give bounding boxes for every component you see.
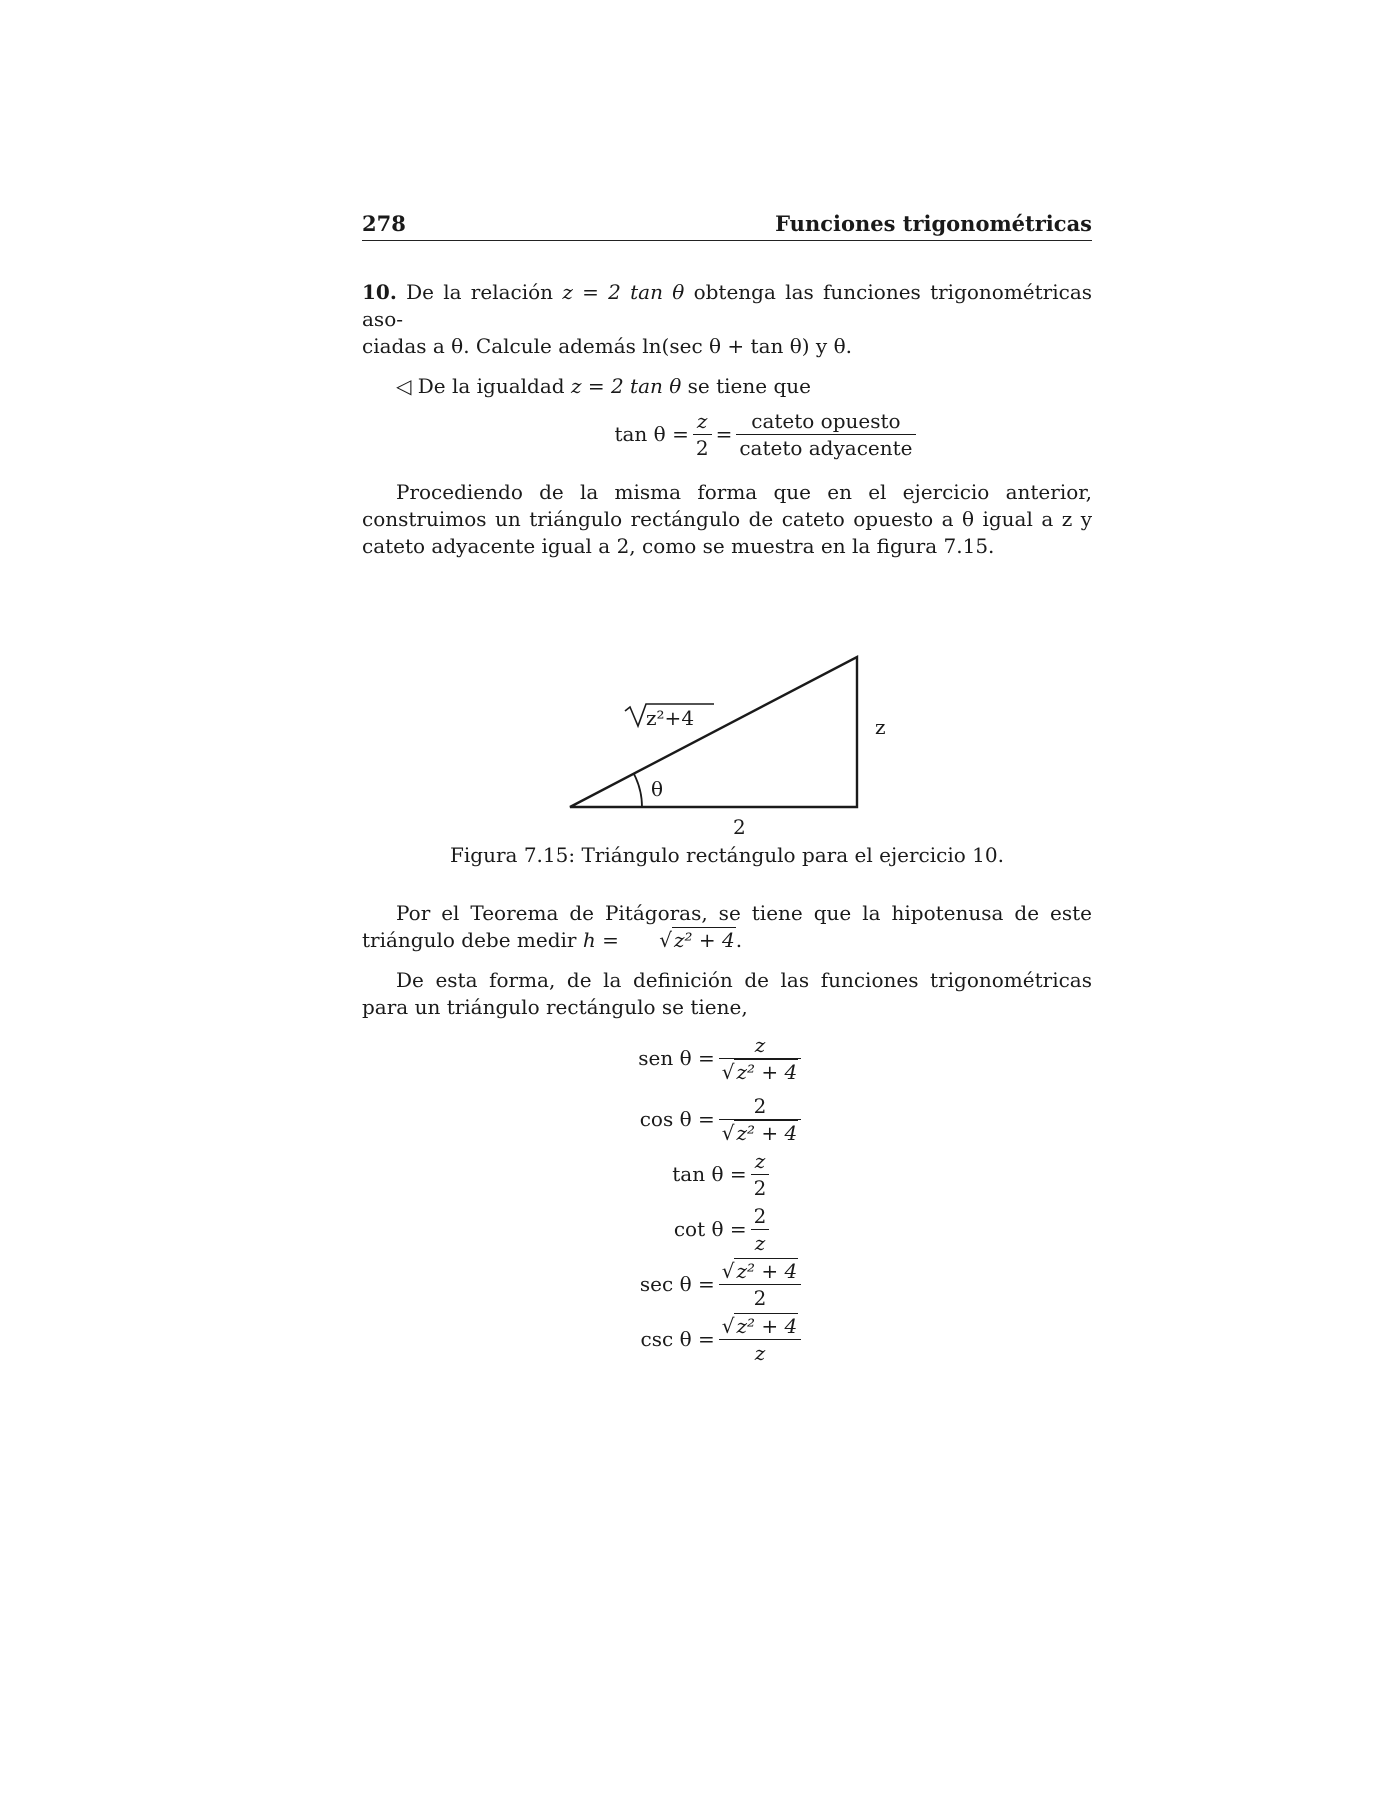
equation-row (358, 1204, 1092, 1255)
solution-intro-eq: z = 2 tan θ (570, 374, 682, 398)
fraction-denominator: z (754, 1341, 766, 1365)
radicand: z² + 4 (736, 1259, 798, 1283)
fraction-denominator (719, 1059, 802, 1084)
right-triangle (570, 657, 857, 807)
h-radicand: z² + 4 (673, 928, 735, 952)
sqrt: √ z² + 4 (721, 1259, 798, 1283)
radicand: z² + 4 (736, 1121, 798, 1145)
h-sqrt: √ z² + 4 (659, 928, 735, 952)
fraction-numerator (719, 1259, 802, 1285)
angle-label: θ (651, 777, 664, 801)
pythagoras-text: Por el Teorema de Pitágoras, se tiene que la hipotenusa de este triángulo debe medir (362, 901, 1092, 952)
equation-row (358, 1314, 1092, 1365)
paragraph-pythagoras (362, 900, 1092, 954)
triangle-diagram (362, 574, 1092, 839)
sqrt: √ z² + 4 (721, 1060, 798, 1084)
fraction-denominator (719, 1120, 802, 1145)
equation-lhs: sen θ = (638, 1046, 715, 1070)
paragraph-definitions: De esta forma, de la definición de las funciones trigonométricas para un triángulo rectángulo se tiene, (362, 968, 1092, 1019)
solution-intro (362, 373, 1092, 400)
page-header (362, 210, 1092, 241)
adjacent-side-label: 2 (733, 815, 746, 839)
angle-arc (634, 774, 642, 807)
fraction-numerator: z (751, 1149, 770, 1175)
problem-text-1: De la relación (406, 280, 554, 304)
equation-lhs: cos θ = (639, 1107, 715, 1131)
fraction-numerator (719, 1314, 802, 1340)
equation-fraction (719, 1259, 802, 1310)
figure-triangle (362, 574, 1092, 839)
paragraph-construction: Procediendo de la misma forma que en el ejercicio anterior, construimos un triángulo rectángulo de cateto opuesto a θ igual a z y cateto adyacente igual a 2, como se muestra en la figura 7.15. (362, 480, 1092, 558)
equation-lhs: tan θ = (672, 1162, 747, 1186)
equation-fraction (719, 1094, 802, 1145)
fraction-numerator: 2 (719, 1094, 802, 1120)
problem-equation: z = 2 tan θ (562, 280, 685, 304)
trig-equations (362, 1033, 1092, 1365)
fraction-catetos (736, 409, 915, 460)
page (362, 210, 1092, 1365)
fraction-numerator: 2 (751, 1204, 770, 1230)
equation-row (358, 1094, 1092, 1145)
radicand: z² + 4 (736, 1314, 798, 1338)
equation-lhs: sec θ = (639, 1272, 715, 1296)
h-lhs: h = (582, 928, 619, 952)
equation-fraction (751, 1204, 770, 1255)
fraction-numerator: z (719, 1033, 802, 1059)
hypotenuse-label: z²+4 (646, 706, 695, 730)
figure-caption: Figura 7.15: Triángulo rectángulo para el ejercicio 10. (450, 843, 1004, 867)
h-end: . (735, 928, 743, 952)
equation-lhs: csc θ = (640, 1327, 715, 1351)
equation-row (358, 1259, 1092, 1310)
fraction-denominator: 2 (753, 1286, 767, 1310)
frac-num: z (693, 409, 712, 435)
fraction-z-over-2 (693, 409, 712, 460)
page-number: 278 (362, 211, 406, 236)
equation-fraction (719, 1033, 802, 1084)
equation-lhs: cot θ = (673, 1217, 747, 1241)
solution-intro-tail: se tiene que (687, 374, 811, 398)
fraction-denominator: z (754, 1231, 766, 1255)
opposite-side-label: z (875, 715, 886, 739)
problem-text-2: obtenga las funciones trigonométricas aso- (362, 280, 1093, 331)
sqrt: √ z² + 4 (721, 1121, 798, 1145)
equation-fraction (719, 1314, 802, 1365)
problem-number: 10. (362, 280, 397, 304)
sqrt: √ z² + 4 (721, 1314, 798, 1338)
equation-tan-ratio (442, 409, 1092, 460)
equation-row (358, 1033, 1092, 1084)
chapter-title: Funciones trigonométricas (775, 211, 1092, 236)
eq-equals: = (715, 422, 733, 446)
frac-cateto-opuesto: cateto opuesto (736, 409, 915, 435)
frac-cateto-adyacente: cateto adyacente (739, 436, 913, 460)
problem-text-3: ciadas a θ. Calcule además ln(sec θ + tan θ) y θ. (362, 334, 852, 358)
frac-den: 2 (695, 436, 709, 460)
problem-statement (362, 279, 1092, 360)
solution-intro-text: De la igualdad (417, 374, 565, 398)
fraction-denominator: 2 (753, 1176, 767, 1200)
equation-row (358, 1149, 1092, 1200)
eq-tan-lhs: tan θ = (614, 422, 689, 446)
radicand: z² + 4 (736, 1060, 798, 1084)
solution-marker: ◁ (396, 374, 412, 398)
equation-fraction (751, 1149, 770, 1200)
